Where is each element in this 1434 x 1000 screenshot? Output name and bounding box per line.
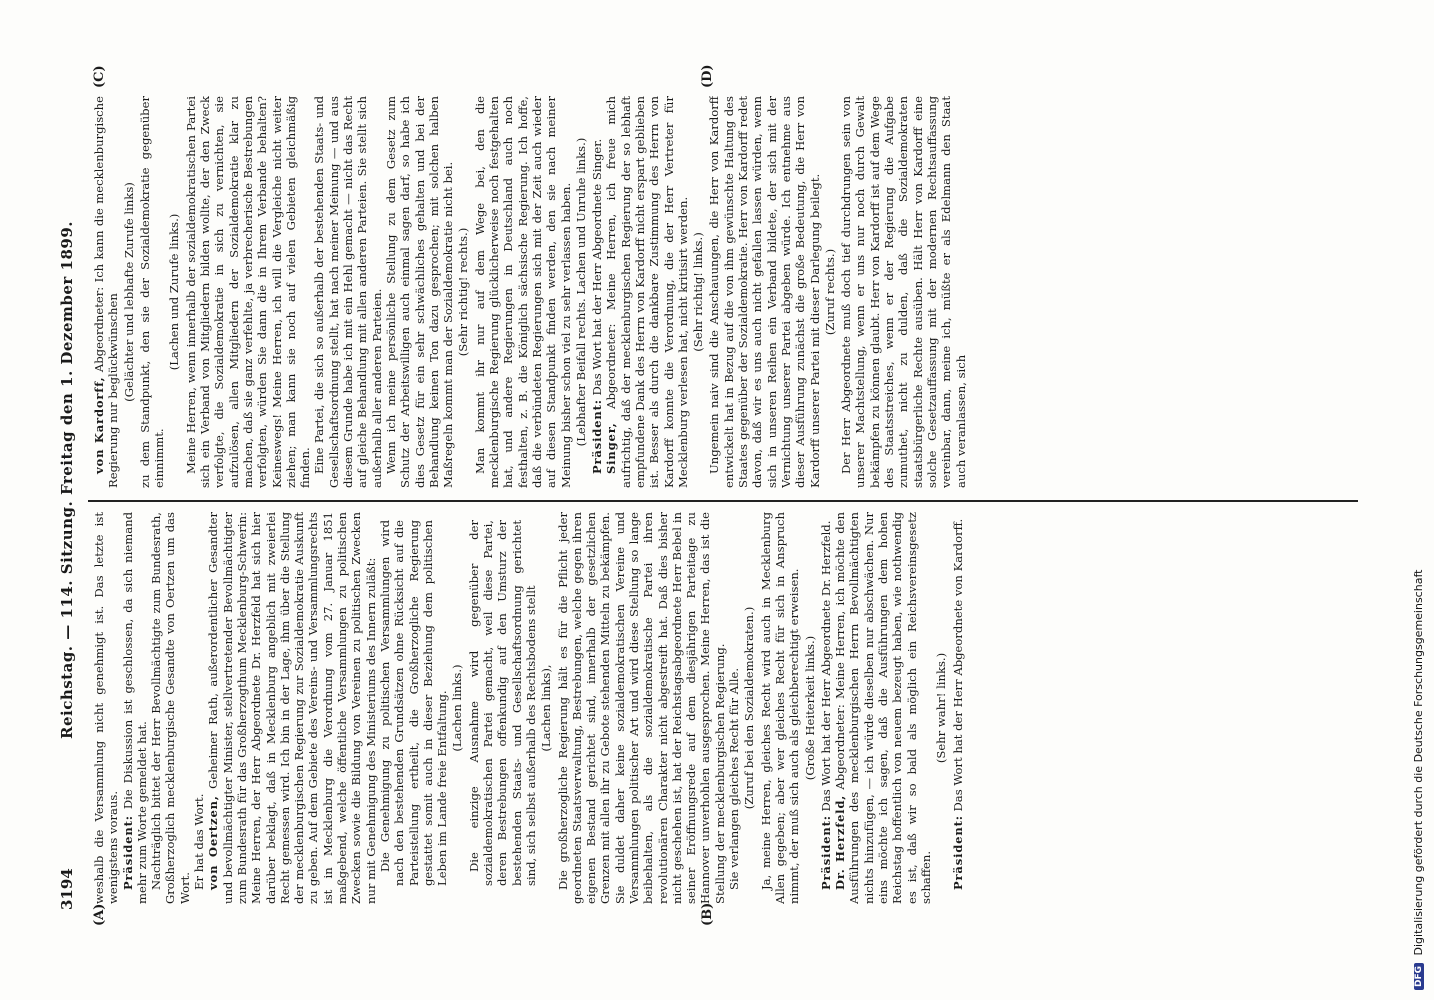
interjection [456, 96, 470, 488]
paragraph-text: zu dem Standpunkt, den sie der Sozialdemokratie gegenüber einnimmt. [137, 96, 167, 488]
paragraph-text: Das Wort hat der Herr Abgeordnete Singer. [590, 138, 605, 400]
paragraph-text: Die einzige Ausnahme wird gegenüber der sozialdemokratischen Partei gemacht, weil diese Partei, deren Bestrebungen offenkundig auf den Umsturz der bestehenden Staats- und Gesellschaftsordnung gerichtet sind, sich selbst außerhalb des Rechtsbodens stellt [466, 520, 538, 886]
interjection [823, 96, 837, 488]
speaker-name: von Kardorff, [92, 376, 106, 474]
paragraph [206, 512, 378, 904]
paragraph [819, 512, 833, 904]
paragraph [707, 96, 821, 488]
paragraph-text: weshalb die Versammlung nicht genehmigt ist. Das letzte ist wenigstens voraus. [92, 512, 121, 904]
running-title: Reichstag. — 114. Sitzung. Freitag den 1. Dezember 1899. [58, 221, 76, 740]
paragraph-text: Abgeordneter: Meine Herren, ich möchte den Ausführungen des mecklenburgischen Herrn Bevollmächtigten nichts hinzufügen, — ich würde dieselben nur abschwächen. Nur eins möchte ich sagen, daß die Ausführungen dem hohen Reichstag hoffentlich von neuem bezeugt haben, wie nothwendig es ist, daß wir so bald als möglich ein Reichsvereinsgesetz schaffen. [833, 512, 933, 904]
paragraph-text: Ungemein naiv sind die Anschauungen, die Herr von Kardorff entwickelt hat in Bezug auf die von ihm gewünschte Haltung des Staates gegenüber der Sozialdemokratie. Herr von Kardorff redet davon, daß wir es uns auch nicht gefallen lassen würden, wenn sich in unseren Reihen ein Verband bildete, der sich mit der Vernichtung unserer Partei abgeben würde. Ich entnehme aus dieser Ausführung zunächst die große Bedeutung, die Herr von Kardorff unserer Partei mit dieser Darlegung beilegt. [707, 96, 822, 488]
paragraph [556, 512, 728, 904]
paragraph-text: Abgeordneter: Ich kann die mecklenburgische Regierung nur beglückwünschen [92, 96, 121, 488]
speaker-name: Singer, [604, 422, 619, 474]
speaker-name: Präsident: [590, 399, 605, 474]
paragraph-text: (Zuruf bei den Sozialdemokraten.) [742, 606, 757, 810]
paragraph-text: Nachträglich bittet der Herr Bevollmächtigte zum Bundesrath, Großherzoglich mecklenburgische Gesandte von Oertzen um das Wort. [149, 512, 192, 904]
paragraph-text: (Lebhafter Beifall rechts. Lachen und Unruhe links.) [573, 137, 588, 447]
paragraph-text: Die großherzogliche Regierung hält es für die Pflicht jeder geordneten Staatsverwaltung, Bestrebungen, welche gegen ihren eigenen Bestand gerichtet sind, innerhalb der gesetzlichen Grenzen mit allen ihr zu Gebote stehenden Mitteln zu bekämpfen. Sie duldet daher keine sozialdemokratischen Vereine und Versammlungen politischer Art und wird diese Stellung so lange beibehalten, als die sozialdemokratische Partei ihren revolutionären Charakter nicht abgestreift hat. Daß dies bisher nicht geschehen ist, hat der Reichstagsabgeordnete Herr Bebel in seiner Eröffnungsrede auf dem diesjährigen Parteitage zu Hannover unverhohlen ausgesprochen. Meine Herren, das ist die Stellung der mecklenburgischen Regierung. [555, 512, 727, 904]
paragraph-text: (Lachen links), [539, 664, 554, 752]
paragraph [149, 512, 192, 904]
paragraph [604, 96, 690, 488]
paragraph [138, 96, 167, 488]
paragraph [121, 512, 150, 904]
paragraph-text: (Sehr richtig! rechts.) [456, 227, 471, 357]
paragraph-text: Die Diskussion ist geschlossen, da sich niemand mehr zum Worte gemeldet hat. [120, 512, 149, 904]
paragraph [378, 512, 449, 904]
paragraph [727, 512, 741, 904]
page-number: 3194 [58, 868, 76, 910]
paragraph-text: (Lachen und Zurufe links.) [167, 213, 182, 371]
paragraph-text: Eine Partei, die sich so außerhalb der bestehenden Staats- und Gesellschaftsordnung stellt, hat nach meiner Meinung — und aus diesem Grunde habe ich mit ein Hehl gemacht — nicht das Recht auf gleiche Behandlung mit allen anderen Parteien. Sie stellt sich außerhalb aller anderen Parteien. [312, 96, 384, 488]
footer-credit: Digitalisierung gefördert durch die Deutsche Forschungsgemeinschaft [1412, 569, 1425, 956]
paragraph-text: (Gelächter und lebhafte Zurufe links) [121, 182, 136, 402]
page-footer [1412, 10, 1426, 990]
paragraph-text: Sie verlangen gleiches Recht für Alle. [727, 667, 742, 890]
paragraph-text: (Zuruf rechts.) [822, 248, 837, 336]
paragraph-text: Ja, meine Herren, gleiches Recht wird auch in Mecklenburg Allen gegeben; aber wer gleiches Recht für sich in Anspruch nimmt, der muß sich auch als gleichberechtigt erweisen. [758, 512, 802, 904]
margin-marker-b: (B) [700, 902, 715, 926]
interjection [742, 512, 756, 904]
paragraph-text: (Sehr richtig! links.) [691, 232, 706, 352]
text-column-left [92, 512, 1342, 904]
interjection [934, 512, 948, 904]
text-column-right [92, 96, 1342, 488]
paragraph-text: Das Wort hat der Herr Abgeordnete Dr. Herzfeld. [818, 520, 833, 816]
paragraph [951, 512, 965, 904]
paragraph-text: Er hat das Wort. [192, 793, 207, 890]
interjection [803, 512, 817, 904]
paragraph [473, 96, 573, 488]
paragraph [312, 96, 383, 488]
speaker-name: Präsident: [950, 815, 965, 890]
speaker-name: Präsident: [818, 815, 833, 890]
margin-marker-a: (A) [92, 903, 107, 926]
paragraph-text: (Große Heiterkeit links.) [802, 635, 817, 781]
paragraph-text: Wenn ich meine persönliche Stellung zu dem Gesetz zum Schutz der Arbeitswilligen auch einmal sagen darf, so habe ich dies Gesetz für ein sehr schwächliches gehalten und bei der Behandlung keinen Ton dazu gesprochen; mit solchen halben Maßregeln kommt man der Sozialdemokratie nicht bei. [383, 96, 456, 488]
paragraph [92, 512, 121, 904]
paragraph-text: (Sehr wahr! links.) [934, 652, 949, 764]
paragraph [192, 512, 206, 904]
paragraph-text: Die Genehmigung zu politischen Versammlungen wird nach den bestehenden Grundsätzen ohne Rücksicht auf die Parteistellung ertheilt, die Großherzogliche Regierung gestattet somit auch in dieser Beziehung dem politischen Leben im Lande freie Entfaltung. [377, 520, 450, 886]
dfg-logo: DFG [1414, 963, 1424, 990]
paragraph-text: Abgeordneter: Meine Herren, ich freue mich aufrichtig, daß der mecklenburgischen Regierung der so lebhaft empfundene Dank des Herrn von Kardorff nicht erspart geblieben ist. Besser als durch die dankbare Zustimmung des Herrn von Kardorff konnte die Verordnung, die der Herr Vertreter für Mecklenburg verlesen hat, nicht kritisirt werden. [604, 96, 690, 488]
paragraph-text: Der Herr Abgeordnete muß doch tief durchdrungen sein von unserer Machtstellung, wenn er uns nur noch durch Gewalt bekämpfen zu können glaubt. Herr von Kardorff ist auf dem Wege des Staatsstreiches, wenn er der Regierung die Aufgabe zumuthet, nicht zu dulden, daß die Sozialdemokraten staatsbürgerliche Rechte ausüben. Hält Herr von Kardorff eine solche Gesetzauffassung mit der modernen Rechtsauffassung vereinbar, dann, meine ich, müßte er als Edelmann den Staat auch veranlassen, sich [839, 96, 968, 488]
paragraph [833, 512, 933, 904]
paragraph [839, 96, 968, 488]
paragraph [92, 96, 121, 488]
paragraph-text: (Lachen links.) [450, 664, 465, 752]
paragraph-text: Das Wort hat der Herr Abgeordnete von Kardorff. [950, 518, 965, 816]
interjection [691, 96, 705, 488]
interjection [167, 96, 181, 488]
interjection [574, 96, 588, 488]
paragraph-text: Geheimer Rath, außerordentlicher Gesandter und bevollmächtigter Minister, stellvertretender Bevollmächtigter zum Bundesrath für das Großherzogthum Mecklenburg-Schwerin: Meine Herren, der Herr Abgeordnete Dr. Herzfeld hat sich hier darüber beklagt, daß in Mecklenburg angeblich mit zweierlei Recht gemessen wird. Ich bin in der Lage, ihm über die Stellung der mecklenburgischen Regierung zur Sozialdemokratie Auskunft zu geben. Auf dem Gebiete des Vereins- und Versammlungsrechts ist in Mecklenburg die Verordnung vom 27. Januar 1851 maßgebend, welche öffentliche Versammlungen zu politischen Zwecken sowie die Bildung von Vereinen zu politischen Zwecken nur mit Genehmigung des Ministeriums des Innern zuläßt: [206, 512, 378, 904]
interjection [450, 512, 464, 904]
margin-marker-c: (C) [92, 65, 107, 88]
paragraph [384, 96, 455, 488]
margin-marker-d: (D) [700, 64, 715, 88]
column-divider [88, 500, 1358, 502]
paragraph [467, 512, 538, 904]
paragraph-text: Meine Herren, wenn innerhalb der sozialdemokratischen Partei sich ein Verband von Mitgliedern bilden wollte, der den Zweck verfolgte, die Sozialdemokratie in sich zu vernichten, sie aufzulösen, allen Mitgliedern der Sozialdemokratie klar zu machen, daß sie ganz verfehlte, ja verbrecherische Bestrebungen verfolgten, würden Sie dann die in Ihrem Verbande behalten? Keineswegs! Meine Herren, ich will die Vergleiche nicht weiter ziehen; man kann sie noch auf vielen Gebieten gleichmäßig finden. [183, 96, 313, 488]
interjection [539, 512, 553, 904]
speaker-name: Präsident: [120, 815, 135, 890]
speaker-name: Dr. Herzfeld, [833, 794, 848, 890]
paragraph [759, 512, 802, 904]
paragraph-text: Man kommt ihr nur auf dem Wege bei, den die mecklenburgische Regierung glücklicherweise noch festgehalten hat, und andere Regierungen in Deutschland auch noch festhalten, z. B. die Königlich sächsische Regierung. Ich hoffe, daß die verbündeten Regierungen sich mit der Zeit auch wieder auf diesen Standpunkt finden werden, den sie nach meiner Meinung bisher schon viel zu sehr verlassen haben. [472, 96, 573, 488]
page-header [58, 50, 82, 910]
interjection [122, 96, 136, 488]
paragraph [590, 96, 604, 488]
paragraph [184, 96, 313, 488]
speaker-name: von Oertzen, [206, 795, 221, 890]
